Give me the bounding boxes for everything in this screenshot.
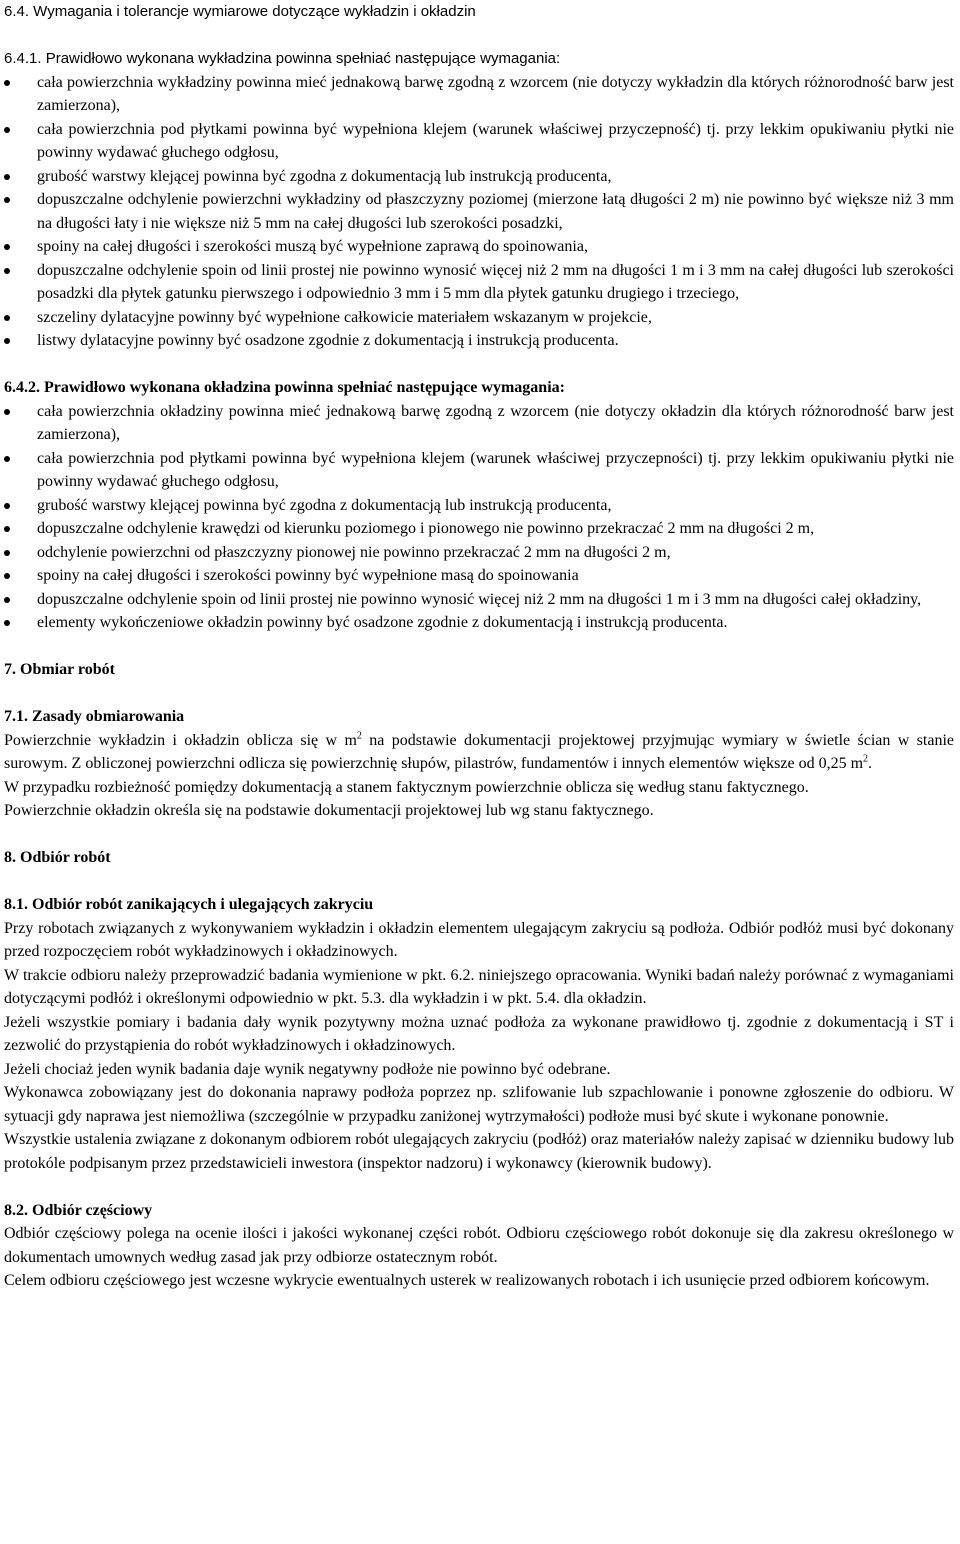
list-item: grubość warstwy klejącej powinna być zgodna z dokumentacją lub instrukcją producenta,: [4, 494, 954, 518]
list-item: cała powierzchnia okładziny powinna mieć jednakową barwę zgodną z wzorcem (nie dotyczy okładzin dla których różnorodność barw jest zamierzona),: [4, 400, 954, 447]
bullet-icon: [4, 197, 10, 203]
bullet-icon: [4, 573, 10, 579]
bullet-icon: [4, 409, 10, 415]
subsection-heading-6-4-1: 6.4.1. Prawidłowo wykonana wykładzina powinna spełniać następujące wymagania:: [4, 50, 561, 67]
paragraph: Celem odbioru częściowego jest wczesne wykrycie ewentualnych usterek w realizowanych robotach i ich usunięcie przed odbiorem końcowym.: [4, 1272, 930, 1289]
paragraph: Odbiór częściowy polega na ocenie ilości i jakości wykonanej części robót. Odbioru częściowego robót dokonuje się dla zakresu określonego w dokumentach umownych według zasad jak przy odbiorze ostatecznym robót.: [4, 1225, 954, 1266]
document-page: [4, 0, 954, 1293]
paragraph: Jeżeli wszystkie pomiary i badania dały wynik pozytywny można uznać podłoża za wykonane prawidłowo tj. zgodnie z dokumentacją i ST i zezwolić do przystąpienia do robót wykładzinowych i okładzinowych.: [4, 1013, 954, 1054]
bullet-icon: [4, 597, 10, 603]
bullet-icon: [4, 268, 10, 274]
bullet-icon: [4, 550, 10, 556]
list-item: odchylenie powierzchni od płaszczyzny pionowej nie powinno przekraczać 2 mm na długości 2 m,: [4, 541, 954, 565]
requirements-list-6-4-1: [4, 71, 954, 353]
list-item: cała powierzchnia pod płytkami powinna być wypełniona klejem (warunek właściwej przyczepność) tj. przy lekkim opukiwaniu płytki nie powinny wydawać głuchego odgłosu,: [4, 118, 954, 165]
subsection-heading-6-4-2: 6.4.2. Prawidłowo wykonana okładzina powinna spełniać następujące wymagania:: [4, 379, 565, 396]
bullet-icon: [4, 503, 10, 509]
list-item: dopuszczalne odchylenie powierzchni wykładziny od płaszczyzny poziomej (mierzone łatą długości 2 m) nie powinno być większe niż 3 mm na długości łaty i nie większe niż 5 mm na całej długości lub szerokości posadzki,: [4, 188, 954, 235]
list-item: szczeliny dylatacyjne powinny być wypełnione całkowicie materiałem wskazanym w projekcie,: [4, 306, 954, 330]
subsection-heading-8-1: 8.1. Odbiór robót zanikających i ulegających zakryciu: [4, 896, 374, 913]
paragraph: Przy robotach związanych z wykonywaniem wykładzin i okładzin elementem ulegającym zakryciu są podłoża. Odbiór podłóż musi być dokonany przed rozpoczęciem robót wykładzinowych i okładzinowych.: [4, 919, 954, 960]
list-item: dopuszczalne odchylenie spoin od linii prostej nie powinno wynosić więcej niż 2 mm na długości 1 m i 3 mm na długości całej okładziny,: [4, 588, 954, 612]
list-item: spoiny na całej długości i szerokości powinny być wypełnione masą do spoinowania: [4, 564, 954, 588]
bullet-icon: [4, 526, 10, 532]
list-item: cała powierzchnia wykładziny powinna mieć jednakową barwę zgodną z wzorcem (nie dotyczy wykładzin dla których różnorodność barw jest zamierzona),: [4, 71, 954, 118]
section-title-7: 7. Obmiar robót: [4, 661, 115, 678]
bullet-icon: [4, 244, 10, 250]
bullet-icon: [4, 80, 10, 86]
bullet-icon: [4, 174, 10, 180]
paragraph: Powierzchnie okładzin określa się na podstawie dokumentacji projektowej lub wg stanu faktycznego.: [4, 802, 654, 819]
list-item: spoiny na całej długości i szerokości muszą być wypełnione zaprawą do spoinowania,: [4, 235, 954, 259]
requirements-list-6-4-2: [4, 400, 954, 635]
bullet-icon: [4, 315, 10, 321]
bullet-icon: [4, 620, 10, 626]
bullet-icon: [4, 338, 10, 344]
bullet-icon: [4, 127, 10, 133]
paragraph: W trakcie odbioru należy przeprowadzić badania wymienione w pkt. 6.2. niniejszego opracowania. Wyniki badań należy porównać z wymaganiami dotyczącymi podłóż i określonymi odpowiednio w pkt. 5.3. dla wykładzin i w pkt. 5.4. dla okładzin.: [4, 966, 954, 1007]
list-item: cała powierzchnia pod płytkami powinna być wypełniona klejem (warunek właściwej przyczepności) tj. przy lekkim opukiwaniu płytki nie powinny wydawać głuchego odgłosu,: [4, 447, 954, 494]
paragraph: W przypadku rozbieżność pomiędzy dokumentacją a stanem faktycznym powierzchnie oblicza się według stanu faktycznego.: [4, 778, 809, 796]
list-item: dopuszczalne odchylenie krawędzi od kierunku poziomego i pionowego nie powinno przekraczać 2 mm na długości 2 m,: [4, 517, 954, 541]
list-item: listwy dylatacyjne powinny być osadzone zgodnie z dokumentacją i instrukcją producenta.: [4, 329, 954, 353]
subsection-heading-7-1: 7.1. Zasady obmiarowania: [4, 708, 185, 725]
paragraph: Powierzchnie wykładzin i okładzin oblicza się w $m^2$ na podstawie dokumentacji projektowej przyjmując wymiary w świetle ścian w stanie surowym. Z obliczonej powierzchni odlicza się powierzchnię słupów, pilastrów, fundamentów i innych elementów większe od 0,25 $m^2$.: [4, 730, 955, 772]
list-item: dopuszczalne odchylenie spoin od linii prostej nie powinno wynosić więcej niż 2 mm na długości 1 m i 3 mm na całej długości lub szerokości posadzki dla płytek gatunku pierwszego i odpowiednio 3 mm i 5 mm dla płytek gatunku drugiego i trzeciego,: [4, 259, 954, 306]
subsection-heading-8-2: 8.2. Odbiór częściowy: [4, 1201, 153, 1219]
list-item: elementy wykończeniowe okładzin powinny być osadzone zgodnie z dokumentacją i instrukcją producenta.: [4, 611, 954, 635]
list-item: grubość warstwy klejącej powinna być zgodna z dokumentacją lub instrukcją producenta,: [4, 165, 954, 189]
paragraph: Wykonawca zobowiązany jest do dokonania naprawy podłoża poprzez np. szlifowanie lub szpachlowanie i ponowne zgłoszenie do odbioru. W sytuacji gdy naprawa jest niemożliwa (szczególnie w przypadku zaniżonej wytrzymałości) podłoże musi być skute i wykonane ponownie.: [4, 1084, 954, 1125]
section-title-6-4: 6.4. Wymagania i tolerancje wymiarowe dotyczące wykładzin i okładzin: [4, 3, 476, 20]
paragraph: Jeżeli chociaż jeden wynik badania daje wynik negatywny podłoże nie powinno być odebrane.: [4, 1060, 611, 1078]
bullet-icon: [4, 456, 10, 462]
section-title-8: 8. Odbiór robót: [4, 849, 111, 866]
paragraph: Wszystkie ustalenia związane z dokonanym odbiorem robót ulegających zakryciu (podłóż) oraz materiałów należy zapisać w dzienniku budowy lub protokóle podpisanym przez przedstawicieli inwestora (inspektor nadzoru) i wykonawcy (kierownik budowy).: [4, 1131, 954, 1172]
